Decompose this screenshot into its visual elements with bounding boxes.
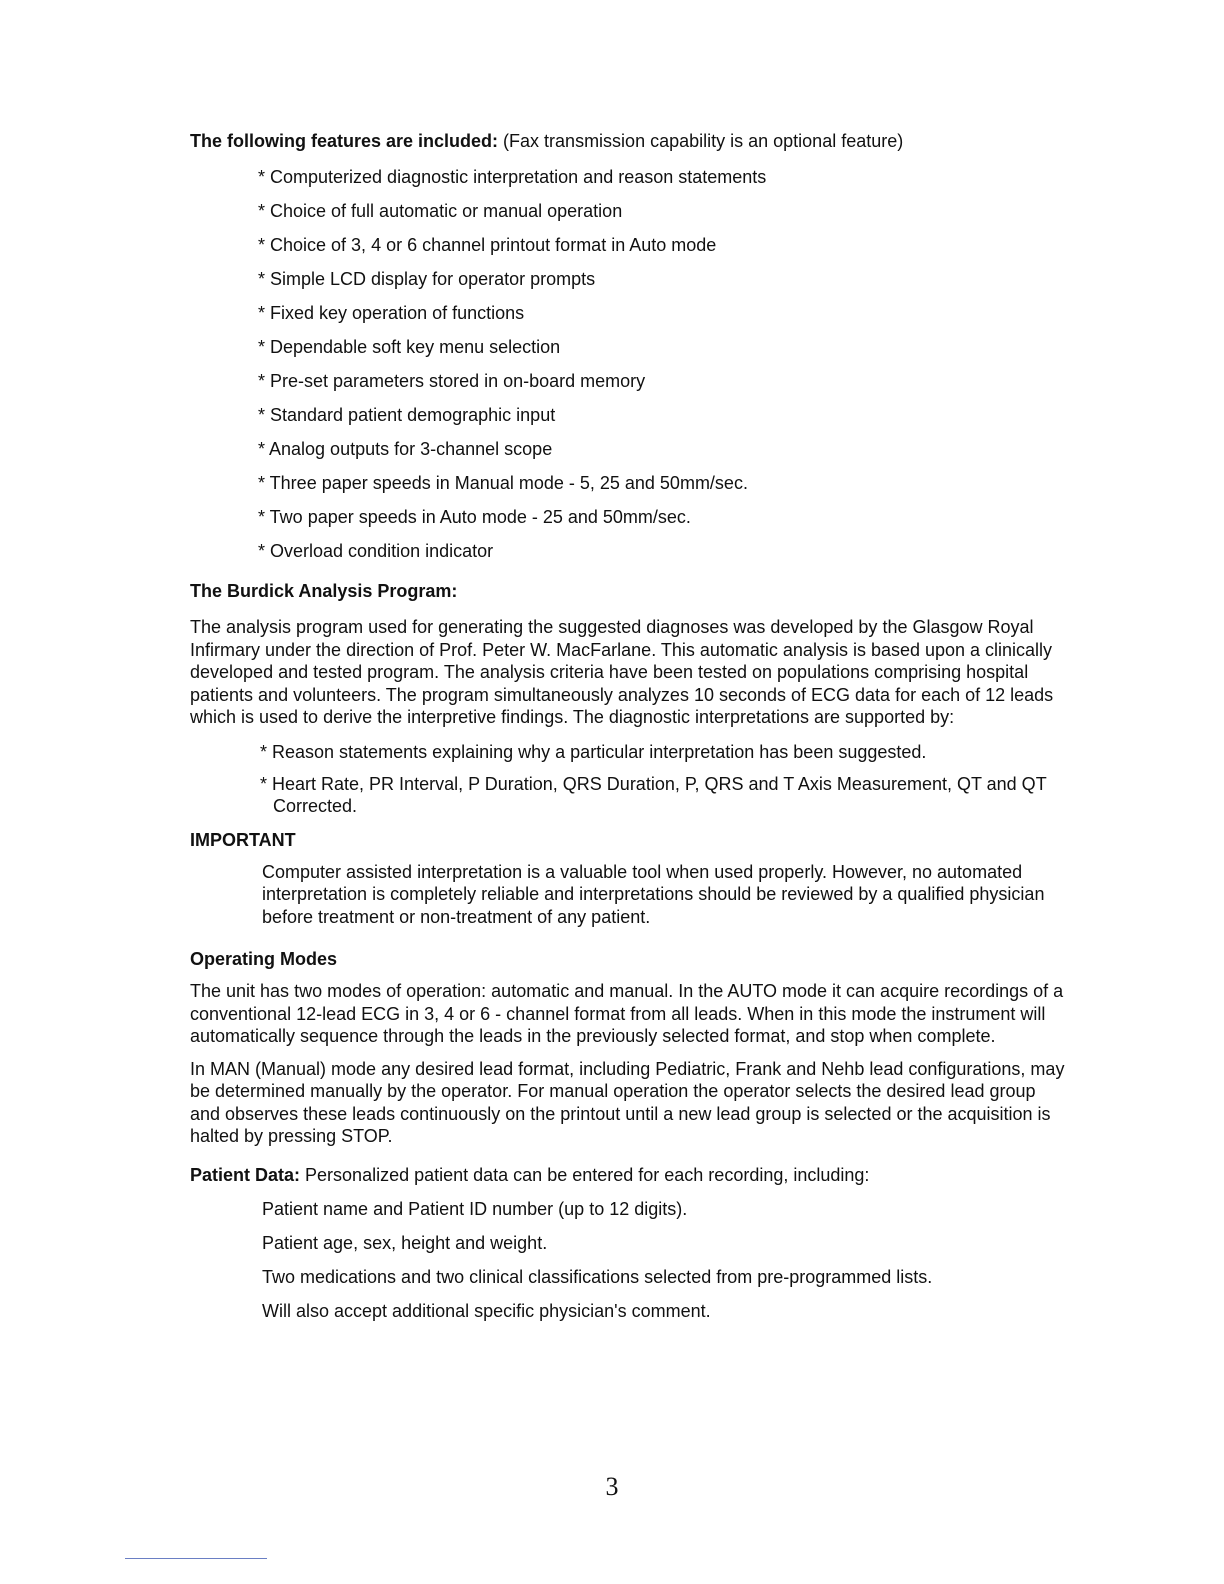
feature-item: * Choice of full automatic or manual operation xyxy=(258,201,623,221)
features-heading: The following features are included: xyxy=(190,131,499,151)
important-heading: IMPORTANT xyxy=(190,829,296,850)
analysis-support-item: * Heart Rate, PR Interval, P Duration, QRS Duration, P, QRS and T Axis Measurement, QT and QT Corrected. xyxy=(260,773,1047,816)
document-page xyxy=(190,130,1065,1334)
patient-data-list xyxy=(190,1198,1065,1334)
analysis-paragraph: The analysis program used for generating the suggested diagnoses was developed by the Glasgow Royal Infirmary under the direction of Prof. Peter W. MacFarlane. This automatic analysis is based upon a clinically developed and tested program. The analysis criteria have been tested on populations comprising hospital patients and volunteers. The program simultaneously analyzes 10 seconds of ECG data for each of 12 leads which is used to derive the interpretive findings. The diagnostic interpretations are supported by: xyxy=(190,617,1054,727)
feature-item: * Overload condition indicator xyxy=(258,541,494,561)
patient-data-item: Patient name and Patient ID number (up to 12 digits). xyxy=(262,1198,688,1219)
feature-item: * Two paper speeds in Auto mode - 25 and 50mm/sec. xyxy=(258,507,691,527)
feature-item: * Dependable soft key menu selection xyxy=(258,337,561,357)
patient-data-item: Two medications and two clinical classifications selected from pre-programmed lists. xyxy=(262,1266,933,1287)
patient-data-text: Personalized patient data can be entered for each recording, including: xyxy=(300,1164,870,1185)
analysis-heading: The Burdick Analysis Program: xyxy=(190,581,458,601)
feature-item: * Pre-set parameters stored in on-board memory xyxy=(258,371,646,391)
operating-modes-heading: Operating Modes xyxy=(190,949,338,969)
feature-item: * Choice of 3, 4 or 6 channel printout format in Auto mode xyxy=(258,235,717,255)
patient-data-item: Will also accept additional specific physician's comment. xyxy=(262,1300,711,1321)
feature-item: * Simple LCD display for operator prompts xyxy=(258,269,596,289)
feature-item: * Standard patient demographic input xyxy=(258,405,556,425)
important-text: Computer assisted interpretation is a valuable tool when used properly. However, no automated interpretation is completely reliable and interpretations should be reviewed by a qualified physician before treatment or non-treatment of any patient. xyxy=(262,861,1045,927)
features-intro xyxy=(190,130,1065,152)
patient-data-intro xyxy=(190,1164,1065,1186)
feature-item: * Fixed key operation of functions xyxy=(258,303,525,323)
feature-item: * Analog outputs for 3-channel scope xyxy=(258,439,553,459)
feature-item: * Three paper speeds in Manual mode - 5, 25 and 50mm/sec. xyxy=(258,473,748,493)
operating-modes-paragraph-manual: In MAN (Manual) mode any desired lead format, including Pediatric, Frank and Nehb lead configurations, may be determined manually by the operator. For manual operation the operator selects the desired lead group and observes these leads continuously on the printout until a new lead group is selected or the acquisition is halted by pressing STOP. xyxy=(190,1058,1065,1146)
page-number: 3 xyxy=(605,1472,619,1501)
features-list xyxy=(190,166,1065,574)
operating-modes-paragraph-auto: The unit has two modes of operation: automatic and manual. In the AUTO mode it can acquire recordings of a conventional 12-lead ECG in 3, 4 or 6 - channel format from all leads. When in this mode the instrument will automatically sequence through the leads in the previously selected format, and stop when complete. xyxy=(190,981,1064,1046)
patient-data-heading: Patient Data: xyxy=(190,1164,301,1185)
footnote-separator xyxy=(125,1558,267,1559)
features-note: (Fax transmission capability is an optional feature) xyxy=(498,131,904,151)
analysis-support-item: * Reason statements explaining why a particular interpretation has been suggested. xyxy=(260,741,927,762)
patient-data-item: Patient age, sex, height and weight. xyxy=(262,1232,548,1253)
analysis-support-list xyxy=(190,741,1065,817)
feature-item: * Computerized diagnostic interpretation and reason statements xyxy=(258,167,767,187)
